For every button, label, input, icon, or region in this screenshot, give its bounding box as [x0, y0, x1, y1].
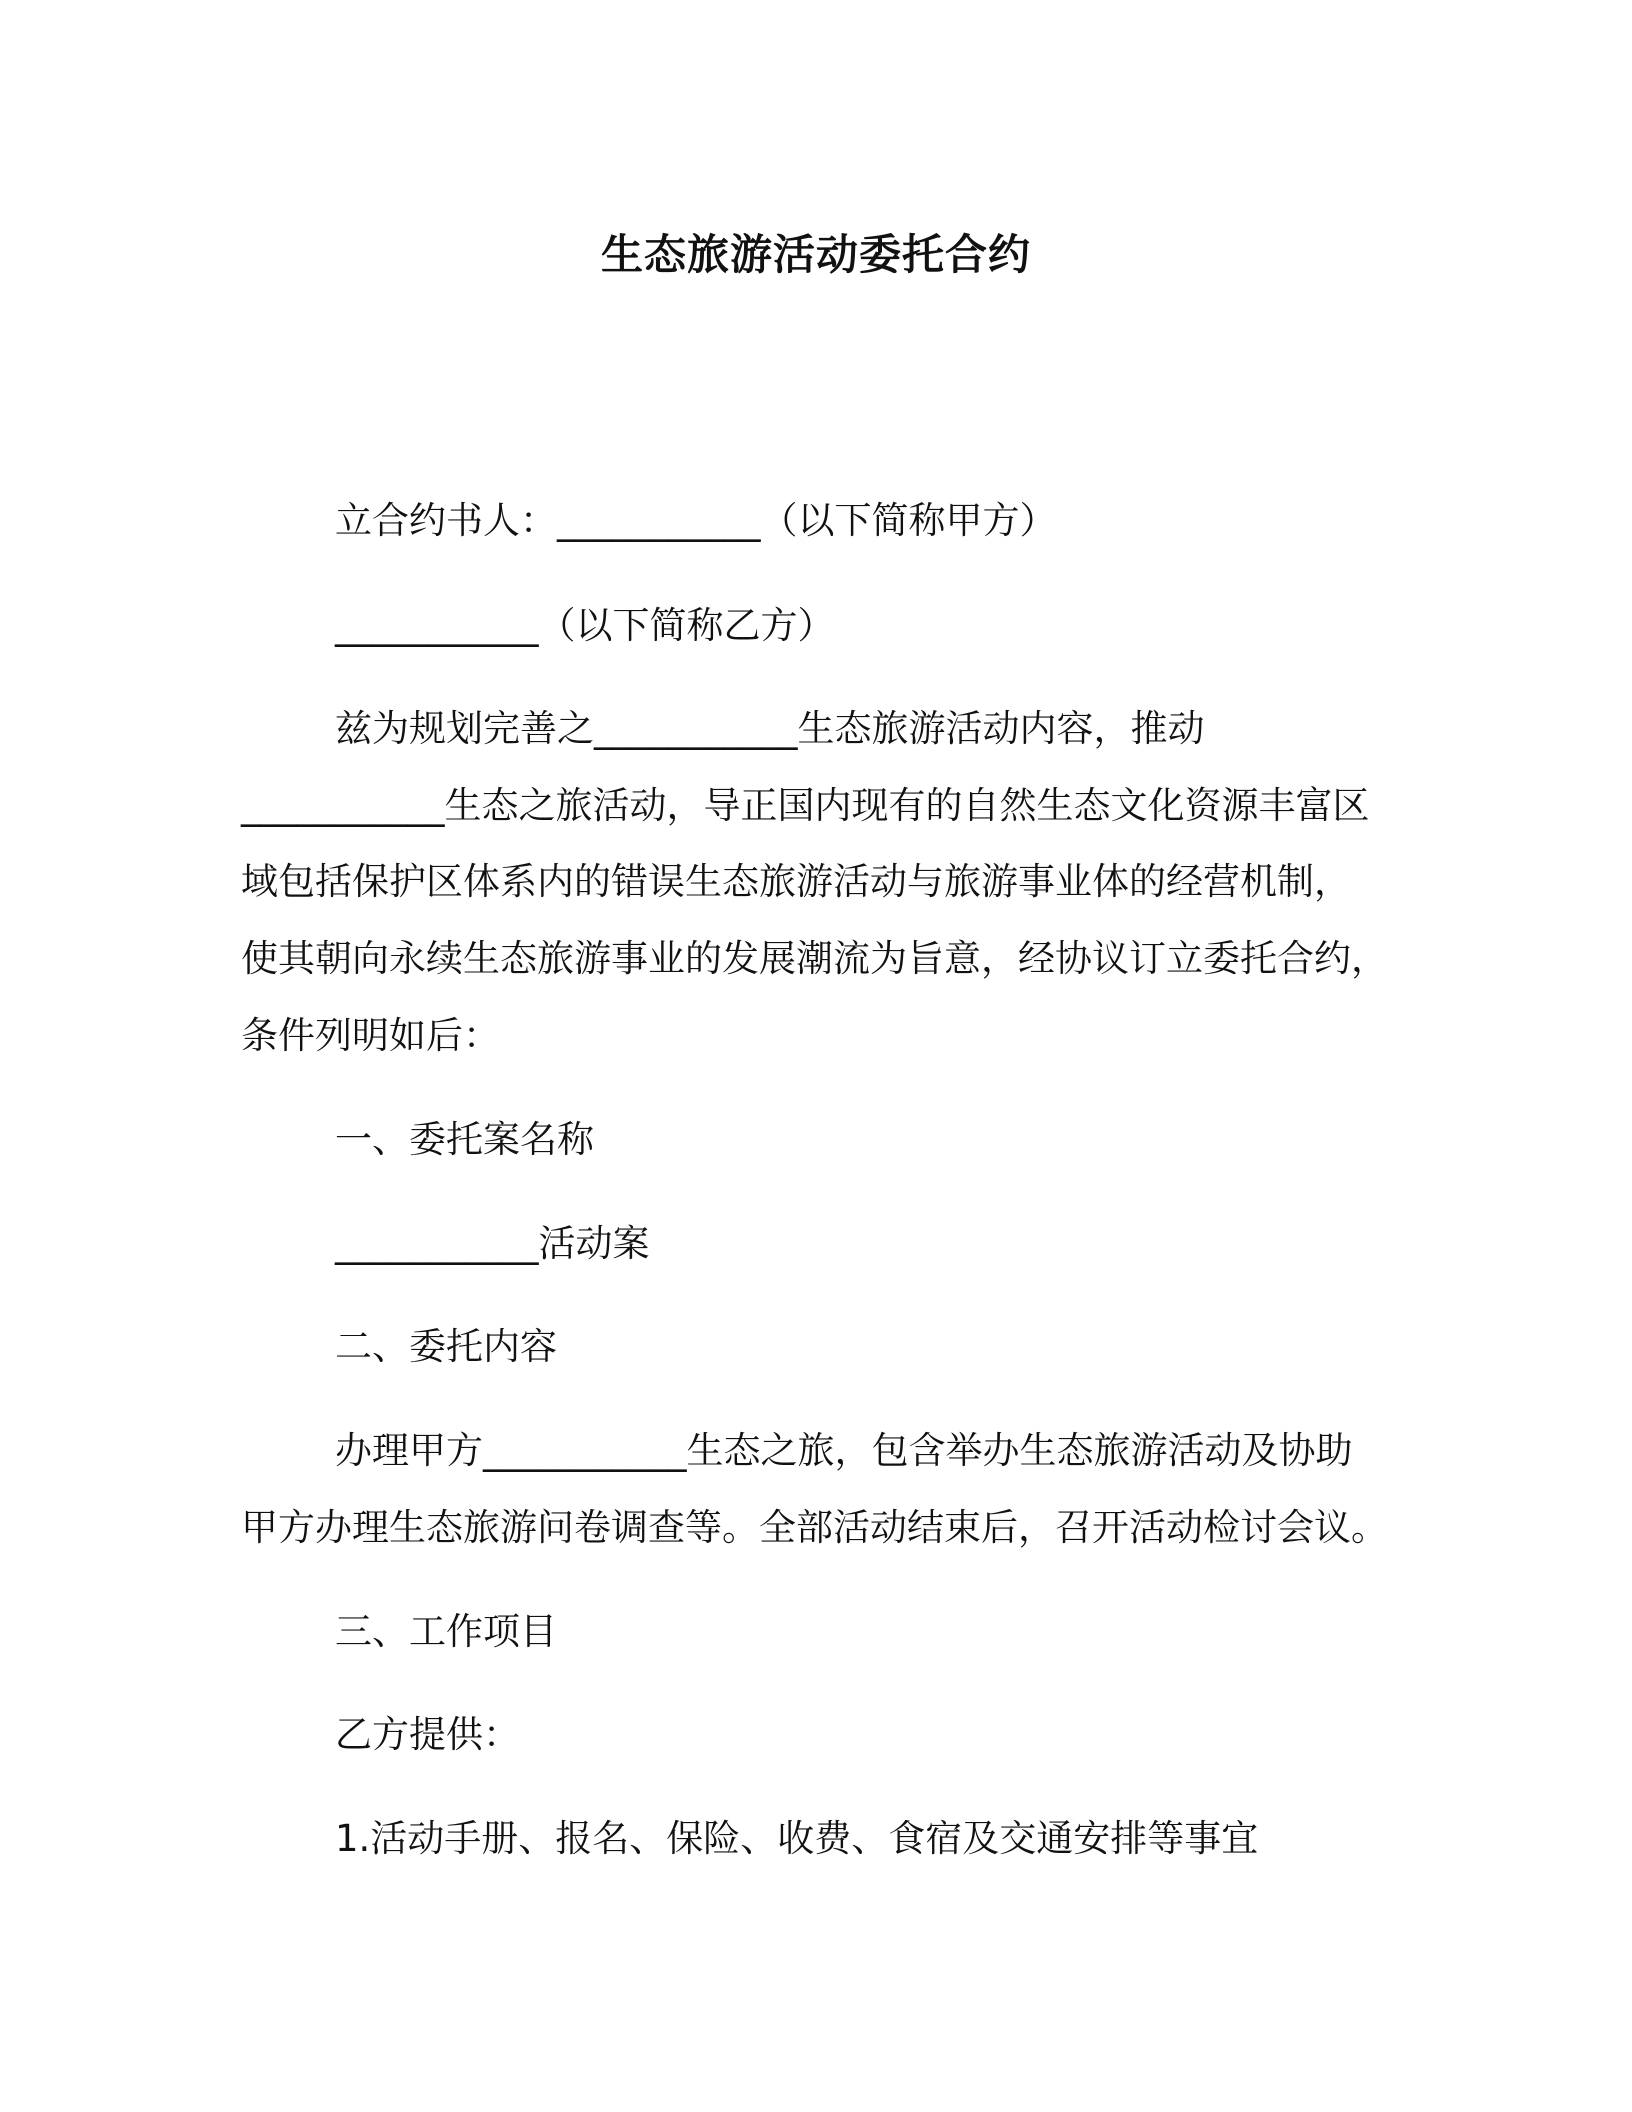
section-2-heading: 二、委托内容	[335, 1325, 557, 1368]
preamble-line-1: 兹为规划完善之___________生态旅游活动内容，推动	[335, 707, 1205, 750]
party-a-line: 立合约书人：___________（以下简称甲方）	[335, 499, 1057, 542]
section-2-body-line-2: 甲方办理生态旅游问卷调查等。全部活动结束后，召开活动检讨会议。	[241, 1506, 1388, 1549]
section-3-heading: 三、工作项目	[335, 1610, 557, 1653]
preamble-line-4: 使其朝向永续生态旅游事业的发展潮流为旨意，经协议订立委托合约，	[241, 937, 1388, 980]
section-3-subheading: 乙方提供：	[335, 1713, 520, 1756]
section-1-heading: 一、委托案名称	[335, 1118, 594, 1161]
document-title: 生态旅游活动委托合约	[600, 230, 1031, 279]
party-b-line: ___________（以下简称乙方）	[335, 604, 835, 647]
section-3-item-1: 1.活动手册、报名、保险、收费、食宿及交通安排等事宜	[335, 1817, 1259, 1860]
preamble-line-2: ___________生态之旅活动，导正国内现有的自然生态文化资源丰富区	[241, 784, 1370, 827]
preamble-line-5: 条件列明如后：	[241, 1014, 500, 1057]
section-2-body-line-1: 办理甲方___________生态之旅，包含举办生态旅游活动及协助	[335, 1429, 1353, 1472]
section-1-body: ___________活动案	[335, 1222, 650, 1265]
preamble-line-3: 域包括保护区体系内的错误生态旅游活动与旅游事业体的经营机制，	[241, 860, 1351, 903]
